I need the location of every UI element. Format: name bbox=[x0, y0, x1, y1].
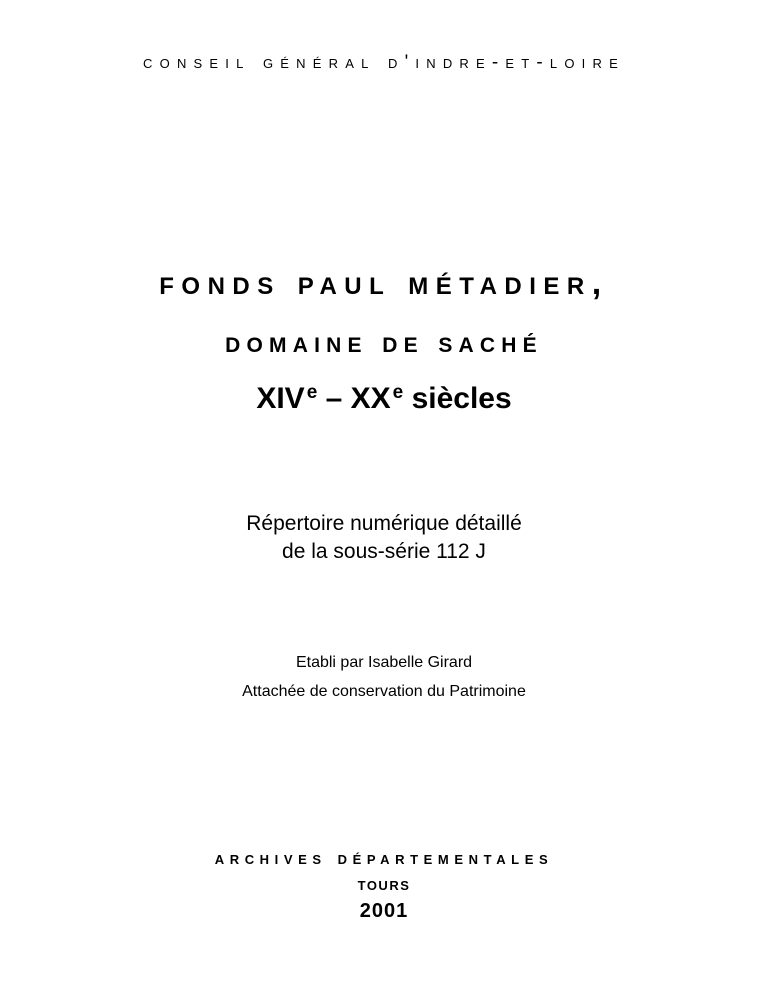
domaine-subtitle: domaine de saché bbox=[225, 326, 543, 359]
century-start: XIV bbox=[256, 382, 305, 415]
institution-header: conseil général d'indre-et-loire bbox=[143, 52, 625, 73]
author-title: Attachée de conservation du Patrimoine bbox=[242, 683, 526, 700]
city-label: tours bbox=[357, 874, 411, 895]
centuries-word: siècles bbox=[403, 382, 512, 415]
archives-label: archives départementales bbox=[214, 848, 554, 869]
century-start-suffix: e bbox=[306, 382, 318, 403]
repertoire-line-2: de la sous-série 112 J bbox=[282, 540, 486, 563]
century-dash: – bbox=[317, 382, 351, 415]
repertoire-line-1: Répertoire numérique détaillé bbox=[246, 512, 522, 535]
centuries-range bbox=[0, 382, 768, 416]
author-name: Etabli par Isabelle Girard bbox=[295, 654, 473, 671]
century-end: XX bbox=[350, 382, 391, 415]
century-end-suffix: e bbox=[392, 382, 404, 403]
year-label: 2001 bbox=[359, 900, 409, 922]
fonds-title: fonds paul métadier, bbox=[159, 264, 609, 302]
